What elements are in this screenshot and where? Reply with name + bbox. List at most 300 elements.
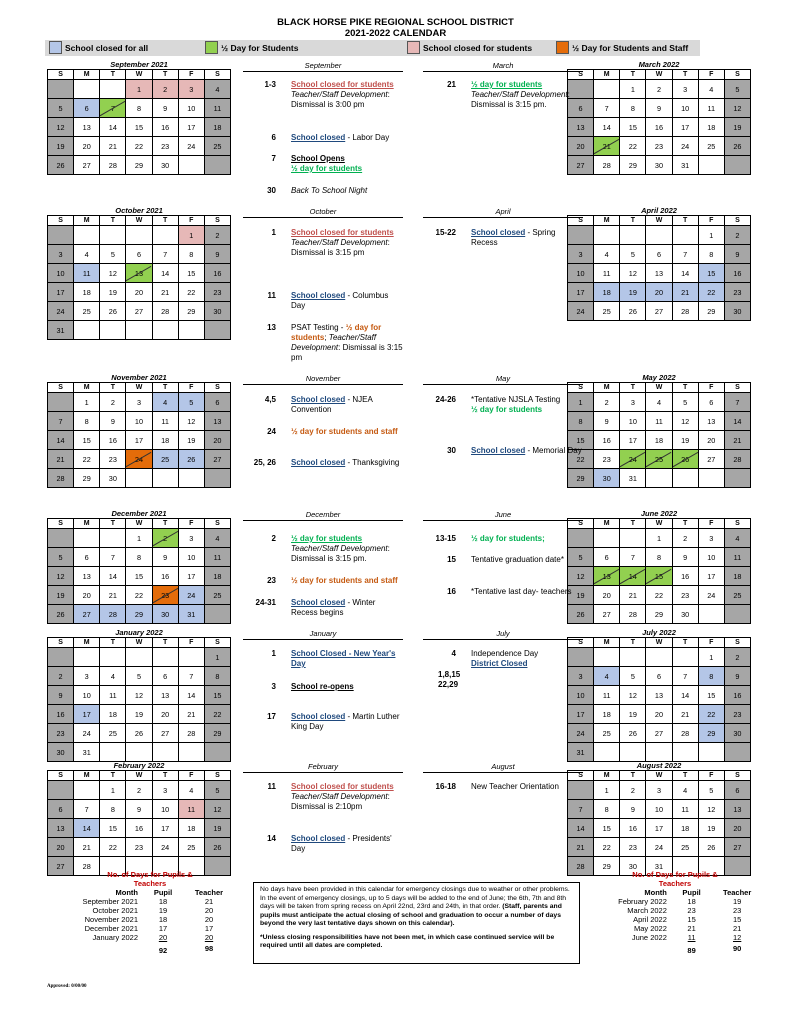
day-cell: 27 [205,450,231,469]
day-cell: 3 [673,80,699,99]
weekday-header: F [699,638,725,648]
event-date: 30 [447,446,456,455]
weekday-header: F [179,216,205,226]
day-cell: 20 [74,586,100,605]
day-cell: 4 [673,781,699,800]
empty-cell [205,743,231,762]
weekday-header: F [699,771,725,781]
event-text-part: - Memorial Day [525,446,582,455]
district-title: BLACK HORSE PIKE REGIONAL SCHOOL DISTRICT [277,17,514,28]
day-cell: 21 [100,586,126,605]
day-cell: 23 [646,137,672,156]
day-cell: 3 [153,781,179,800]
day-cell: 9 [153,548,179,567]
empty-cell [673,648,699,667]
month-calendar [567,373,751,488]
day-cell: 5 [179,393,205,412]
day-cell: 15 [699,264,725,283]
month-grid [567,770,751,876]
day-cell: 19 [48,586,74,605]
day-cell: 4 [594,245,620,264]
day-cell: 17 [74,705,100,724]
day-cell: 10 [699,548,725,567]
day-cell: 14 [153,264,179,283]
empty-cell [74,529,100,548]
month-title: August 2022 [636,761,682,770]
day-cell: 11 [74,264,100,283]
day-cell: 19 [48,137,74,156]
day-cell: 25 [74,302,100,321]
note-text: No days have been provided in this calendar for emergency closings due to weather or other problems. In the event of emergency closings, up to 5 days will be added to the end of June; the 6th, 7th and 8th days will be taken from spring recess on April 22nd, 23rd and 24th, in that order. [260,886,570,910]
day-cell: 13 [725,800,751,819]
day-cell: 2 [725,226,751,245]
weekday-header: F [699,216,725,226]
weekday-header: W [646,519,672,529]
event-text-part: Teacher/Staff Development [291,90,388,99]
month-title: March 2022 [638,60,680,69]
weekday-header: S [568,519,594,529]
day-cell: 31 [179,605,205,624]
empty-cell [594,80,620,99]
day-cell: 9 [100,412,126,431]
day-cell: 28 [673,302,699,321]
day-cell: 15 [594,819,620,838]
day-cell: 21 [673,705,699,724]
day-cell: 13 [74,118,100,137]
day-cell: 12 [48,118,74,137]
day-cell: 9 [725,245,751,264]
day-cell: 21 [568,838,594,857]
day-cell: 4 [594,667,620,686]
weekday-header: T [673,70,699,80]
day-cell: 10 [568,686,594,705]
weekday-header: S [568,70,594,80]
day-cell: 25 [100,724,126,743]
empty-cell [153,321,179,340]
weekday-header: T [153,216,179,226]
day-cell: 18 [673,819,699,838]
day-cell: 14 [725,412,751,431]
weekday-header: F [179,519,205,529]
month-title: January 2022 [115,628,163,637]
event-date: 16 [447,587,456,596]
day-cell: 11 [594,264,620,283]
month-grid [47,637,231,762]
day-cell: 3 [568,245,594,264]
weekday-header: T [620,70,646,80]
event-text-part: School closed [471,228,526,237]
day-cell: 23 [153,137,179,156]
note-bold-text: (Staff, parents and pupils must anticipate the actual closing of school and graduation to occur a number of days beyond the very last tentative days shown on this calendar). [260,903,562,927]
month-title: May 2022 [642,373,676,382]
day-cell: 27 [699,450,725,469]
weekday-header: W [646,216,672,226]
day-cell: 25 [725,586,751,605]
month-title: February 2022 [113,761,165,770]
day-cell: 8 [699,245,725,264]
weekday-header: T [673,519,699,529]
day-cell: 25 [594,724,620,743]
day-cell: 16 [594,431,620,450]
event-text [291,712,403,732]
weekday-header: W [126,383,152,393]
weekday-header: T [100,638,126,648]
day-cell: 1 [568,393,594,412]
totals-cell: 20 [158,933,168,942]
day-cell: 15 [205,686,231,705]
totals-row [590,906,760,915]
day-cell: 30 [205,302,231,321]
totals-cell: June 2022 [631,933,667,942]
day-cell: 25 [153,450,179,469]
day-cell: 18 [646,431,672,450]
empty-cell [699,605,725,624]
weekday-header: S [725,771,751,781]
day-cell: 3 [179,80,205,99]
totals-cell: 15 [687,915,696,924]
day-cell: 7 [620,548,646,567]
day-cell: 20 [74,137,100,156]
event-text-part: ½ day for students [291,164,363,173]
day-cell: 14 [100,567,126,586]
weekday-header: F [179,771,205,781]
day-cell: 15 [126,118,152,137]
swatch-orange [556,41,569,54]
day-cell: 26 [568,605,594,624]
day-cell: 28 [673,724,699,743]
day-cell: 17 [699,567,725,586]
day-cell: 28 [100,156,126,175]
day-cell: 7 [673,667,699,686]
event-date: 25, 26 [253,458,276,467]
day-cell: 28 [725,450,751,469]
day-cell: 15 [126,567,152,586]
day-cell: 16 [126,819,152,838]
event-text [291,427,403,437]
event-month-heading: February [243,762,403,773]
day-cell: 11 [100,686,126,705]
event-text-part: School closed for students [291,782,394,791]
weekday-header: T [100,216,126,226]
day-cell: 22 [126,586,152,605]
note-paragraph [260,886,573,929]
event-date: 4 [451,649,456,658]
totals-cell: 19 [158,906,168,915]
month-title: July 2022 [642,628,676,637]
empty-cell [699,469,725,488]
day-cell: 10 [568,264,594,283]
event-text-part: : Dismissal is 3:15 pm [291,343,403,362]
totals-cell: 11 [687,933,696,942]
month-calendar [47,761,231,876]
day-cell: 29 [205,724,231,743]
day-cell: 26 [725,137,751,156]
day-cell: 21 [100,137,126,156]
weekday-header: T [620,216,646,226]
weekday-header: M [74,70,100,80]
day-cell: 14 [74,819,100,838]
day-cell: 20 [48,838,74,857]
month-grid [567,518,751,624]
event-text-part: - Thanksgiving [345,458,400,467]
day-cell: 19 [620,705,646,724]
totals-row [60,906,232,915]
event-text [291,782,403,812]
day-cell: 19 [568,586,594,605]
totals-row [60,924,232,933]
day-cell: 1 [126,80,152,99]
weekday-header: T [620,383,646,393]
event-text-part: - Martin Luther King Day [291,712,400,731]
day-cell: 25 [673,838,699,857]
event-date: 14 [267,834,276,843]
empty-cell [594,743,620,762]
event-text-part: School closed [291,133,346,142]
event-text-part: ½ day for students and staff [291,427,398,436]
event-text-part: Tentative graduation date* [471,555,564,564]
day-cell: 18 [153,431,179,450]
day-cell: 26 [179,450,205,469]
weekday-header: T [673,216,699,226]
day-cell: 21 [48,450,74,469]
day-cell: 3 [699,529,725,548]
totals-cell: 21 [732,924,742,933]
day-cell: 4 [179,781,205,800]
day-cell: 16 [725,686,751,705]
totals-cell: October 2021 [92,906,138,915]
totals-cell: 90 [732,944,742,953]
day-cell: 31 [673,156,699,175]
event-text-part: - Winter Recess begins [291,598,376,617]
day-cell: 30 [100,469,126,488]
event-text-part: *Tentative last day- teachers [471,587,572,596]
day-cell: 24 [179,586,205,605]
day-cell: 5 [673,393,699,412]
day-cell: 28 [568,857,594,876]
day-cell: 31 [646,857,672,876]
day-cell: 2 [620,781,646,800]
event-text [291,458,403,468]
day-cell: 20 [126,283,152,302]
totals-row [60,933,232,942]
day-cell: 10 [620,412,646,431]
day-cell: 17 [568,283,594,302]
day-cell: 4 [205,529,231,548]
day-cell: 1 [100,781,126,800]
month-title: June 2022 [640,509,678,518]
event-text [291,154,403,174]
day-cell: 27 [153,724,179,743]
weekday-header: W [126,519,152,529]
event-text-part: - NJEA Convention [291,395,373,414]
weekday-header: T [153,638,179,648]
day-cell: 9 [205,245,231,264]
event-month-heading: March [423,61,583,72]
day-cell: 20 [725,819,751,838]
legend-label: ½ Day for Students and Staff [572,43,689,53]
empty-cell [620,648,646,667]
empty-cell [725,605,751,624]
day-cell: 3 [179,529,205,548]
day-cell: 1 [179,226,205,245]
day-cell: 14 [673,264,699,283]
day-cell: 2 [594,393,620,412]
day-cell: 5 [205,781,231,800]
totals-cell: 23 [687,906,696,915]
day-cell: 26 [100,302,126,321]
day-cell: 12 [568,567,594,586]
totals-cell: February 2022 [618,897,667,906]
weekday-header: M [594,383,620,393]
day-cell: 26 [673,450,699,469]
day-cell: 3 [620,393,646,412]
totals-cell: 17 [204,924,214,933]
day-cell: 6 [205,393,231,412]
day-cell: 8 [179,245,205,264]
day-cell: 12 [48,567,74,586]
event-text-part: : Dismissal is 3:15 pm. [471,90,570,109]
month-grid [567,382,751,488]
event-text [291,186,403,196]
weekday-header: W [646,70,672,80]
empty-cell [74,648,100,667]
empty-cell [699,156,725,175]
event-date: 30 [267,186,276,195]
weekday-header: F [179,70,205,80]
day-cell: 26 [205,838,231,857]
day-cell: 23 [126,838,152,857]
totals-cell: 19 [732,897,742,906]
day-cell: 25 [594,302,620,321]
weekday-header: S [205,383,231,393]
day-cell: 22 [699,705,725,724]
day-cell: 6 [74,99,100,118]
event-text-part: District Closed [471,659,528,668]
totals-cell: 15 [732,915,742,924]
totals-cell: 20 [204,915,214,924]
day-cell: 31 [48,321,74,340]
day-cell: 22 [100,838,126,857]
weekday-header: T [153,70,179,80]
day-cell: 5 [725,80,751,99]
day-cell: 9 [48,686,74,705]
event-date: 24-26 [435,395,456,404]
day-cell: 21 [153,283,179,302]
day-cell: 23 [100,450,126,469]
day-cell: 13 [646,264,672,283]
event-date: 6 [271,133,276,142]
day-cell: 3 [48,245,74,264]
event-text-part: ½ day for students and staff [291,576,398,585]
day-cell: 14 [594,118,620,137]
event-text-part: School closed [291,291,346,300]
day-cell: 6 [594,548,620,567]
weekday-header: T [673,771,699,781]
empty-cell [74,226,100,245]
day-cell: 15 [100,819,126,838]
day-cell: 20 [594,586,620,605]
totals-cell [60,942,140,955]
day-cell: 6 [699,393,725,412]
day-cell: 8 [620,99,646,118]
day-cell: 5 [699,781,725,800]
event-date: 24 [267,427,276,436]
month-grid [47,69,231,175]
day-cell: 25 [205,586,231,605]
day-cell: 25 [179,838,205,857]
day-cell: 28 [100,605,126,624]
day-cell: 17 [153,819,179,838]
totals-cell: 20 [204,933,214,942]
weekday-header: S [48,216,74,226]
totals-cell: 18 [158,897,168,906]
month-calendar [567,60,751,175]
empty-cell [673,226,699,245]
event-text [471,555,583,565]
event-text-part: PSAT Testing - [291,323,346,332]
day-cell: 10 [74,686,100,705]
day-cell: 27 [646,302,672,321]
event-text [291,576,403,586]
weekday-header: S [568,216,594,226]
day-cell: 22 [568,450,594,469]
day-cell: 1 [205,648,231,667]
day-cell: 14 [673,686,699,705]
day-cell: 24 [48,302,74,321]
day-cell: 12 [205,800,231,819]
day-cell: 4 [699,80,725,99]
totals-table [60,888,232,955]
event-date: 23 [267,576,276,585]
event-date: 3 [271,682,276,691]
calendar-title: 2021-2022 CALENDAR [344,28,447,39]
event-date: 1 [271,228,276,237]
day-cell: 27 [568,156,594,175]
empty-cell [126,226,152,245]
weekday-header: W [646,771,672,781]
event-text-part: Back To School Night [291,186,368,195]
weekday-header: S [725,383,751,393]
event-text-part: Independence Day [471,649,539,658]
weekday-header: T [153,519,179,529]
totals-cell: 18 [158,915,168,924]
day-cell: 25 [205,137,231,156]
month-calendar [567,509,751,624]
totals-cell: 89 [687,946,696,955]
weekday-header: F [699,70,725,80]
day-cell: 12 [100,264,126,283]
day-cell: 29 [568,469,594,488]
empty-cell [725,469,751,488]
event-date: 24-31 [255,598,276,607]
event-text [471,534,583,544]
day-cell: 28 [179,724,205,743]
day-cell: 12 [179,412,205,431]
day-cell: 3 [74,667,100,686]
day-cell: 22 [620,137,646,156]
empty-cell [48,781,74,800]
day-cell: 31 [620,469,646,488]
day-cell: 10 [48,264,74,283]
event-text-part: : Dismissal is 2:10pm [291,792,390,811]
day-cell: 30 [594,469,620,488]
day-cell: 1 [126,529,152,548]
legend-label: School closed for all [65,43,149,53]
totals-cell: 92 [158,946,168,955]
day-cell: 23 [205,283,231,302]
empty-cell [48,529,74,548]
empty-cell [673,469,699,488]
